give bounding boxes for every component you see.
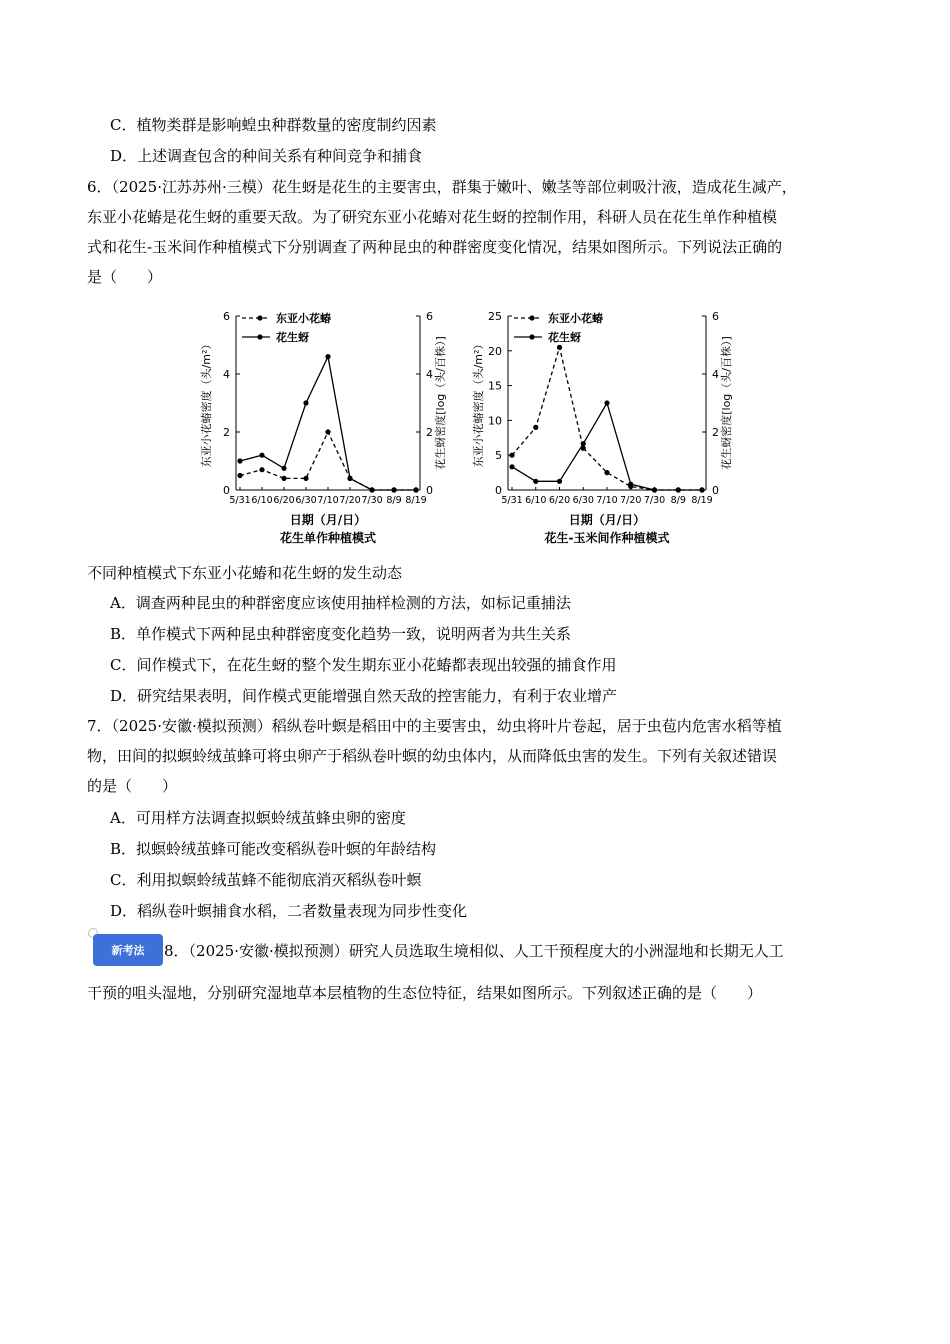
data-point: [557, 345, 562, 350]
left-tick-label: 0: [495, 484, 502, 497]
right-tick-label: 0: [712, 484, 719, 497]
x-tick-label: 7/20: [339, 495, 361, 506]
data-point: [533, 425, 538, 430]
x-tick-label: 6/20: [273, 495, 295, 506]
left-tick-label: 4: [223, 368, 230, 381]
series-line-aphid: [512, 403, 702, 490]
q6-option-d: D．研究结果表明，间作模式更能增强自然天敌的控害能力，有利于农业增产: [110, 687, 618, 705]
right-axis-label: 花生蚜密度[log（头/百株）]: [720, 336, 733, 470]
q6-stem-line-1: 6．（2025·江苏苏州·三模）花生蚜是花生的主要害虫，群集于嫩叶、嫩茎等部位刺吸汁液，造成花生减产，: [87, 178, 797, 196]
q7-stem-line-1: 7．（2025·安徽·模拟预测）稻纵卷叶螟是稻田中的主要害虫，幼虫将叶片卷起，居于虫苞内危害水稻等植: [87, 717, 782, 735]
x-axis-label: 日期（月/日）: [568, 513, 646, 527]
option-c-prev: C．植物类群是影响蝗虫种群数量的密度制约因素: [110, 116, 437, 134]
data-point: [581, 441, 586, 446]
left-tick-label: 2: [223, 426, 230, 439]
left-axis-label: 东亚小花蝽密度（头/m²）: [200, 338, 213, 468]
new-method-badge: 新考法: [93, 934, 163, 966]
data-point: [259, 467, 264, 472]
q6-stem-line-2: 东亚小花蝽是花生蚜的重要天敌。为了研究东亚小花蝽对花生蚜的控制作用，科研人员在花生单作种植模: [87, 208, 778, 226]
data-point: [557, 479, 562, 484]
left-tick-label: 6: [223, 310, 230, 323]
right-axis-label: 花生蚜密度[log（头/百株）]: [434, 336, 447, 470]
q7-option-d: D．稻纵卷叶螟捕食水稻，二者数量表现为同步性变化: [110, 902, 468, 920]
right-tick-label: 0: [426, 484, 433, 497]
right-tick-label: 6: [426, 310, 433, 323]
q8-stem-line-1: 8．（2025·安徽·模拟预测）研究人员选取生境相似、人工干预程度大的小洲湿地和长期无人工: [164, 942, 784, 960]
x-axis-label: 日期（月/日）: [289, 513, 367, 527]
data-point: [237, 458, 242, 463]
x-tick-label: 8/9: [386, 495, 402, 506]
chart-intercrop: [471, 310, 733, 545]
x-tick-label: 5/31: [501, 495, 523, 506]
x-tick-label: 8/19: [405, 495, 427, 506]
x-tick-label: 7/10: [317, 495, 339, 506]
x-tick-label: 7/30: [643, 495, 666, 506]
data-point: [281, 466, 286, 471]
data-point: [369, 487, 374, 492]
legend-label: 东亚小花蝽: [276, 312, 331, 325]
data-point: [628, 482, 633, 487]
data-point: [303, 476, 308, 481]
option-d-prev: D．上述调查包含的种间关系有种间竞争和捕食: [110, 147, 423, 165]
x-tick-label: 6/30: [295, 495, 317, 506]
x-tick-label: 6/30: [572, 495, 594, 506]
data-point: [237, 473, 242, 478]
data-point: [325, 354, 330, 359]
right-tick-label: 2: [426, 426, 433, 439]
legend-label: 东亚小花蝽: [548, 312, 603, 325]
data-point: [303, 400, 308, 405]
data-point: [509, 453, 514, 458]
data-point: [347, 476, 352, 481]
q8-stem-line-2: 干预的咀头湿地，分别研究湿地草本层植物的生态位特征，结果如图所示。下列叙述正确的是（ ）: [87, 984, 763, 1002]
data-point: [325, 429, 330, 434]
data-point: [604, 470, 609, 475]
data-point: [676, 487, 681, 492]
q6-stem-line-4: 是（ ）: [87, 268, 163, 286]
figure-caption: 不同种植模式下东亚小花蝽和花生蚜的发生动态: [87, 564, 403, 582]
legend-label: 花生蚜: [276, 331, 309, 344]
left-axis-label: 东亚小花蝽密度（头/m²）: [472, 338, 485, 468]
left-tick-label: 15: [488, 379, 502, 393]
left-tick-label: 10: [488, 414, 502, 428]
series-line-predator: [240, 432, 416, 490]
series-line-aphid: [240, 357, 416, 490]
data-point: [509, 464, 514, 469]
x-tick-label: 6/20: [548, 495, 571, 506]
left-tick-label: 0: [223, 484, 230, 497]
left-tick-label: 5: [495, 449, 502, 463]
data-point: [652, 487, 657, 492]
data-point: [281, 476, 286, 481]
left-tick-label: 20: [488, 344, 502, 358]
x-tick-label: 8/19: [691, 495, 713, 506]
chart-monoculture: [199, 310, 447, 545]
q6-stem-line-3: 式和花生-玉米间作种植模式下分别调查了两种昆虫的种群密度变化情况，结果如图所示。下列说法正确的: [87, 238, 783, 256]
x-tick-label: 6/10: [251, 495, 273, 506]
q6-option-c: C．间作模式下，在花生蚜的整个发生期东亚小花蝽都表现出较强的捕食作用: [110, 656, 617, 674]
left-tick-label: 25: [488, 310, 502, 323]
data-point: [413, 487, 418, 492]
legend-marker: [529, 334, 534, 339]
q7-option-b: B．拟螟蛉绒茧蜂可能改变稻纵卷叶螟的年龄结构: [110, 840, 437, 858]
right-tick-label: 2: [712, 426, 719, 439]
x-tick-label: 5/31: [229, 495, 251, 506]
data-point: [533, 479, 538, 484]
legend-marker: [529, 315, 534, 320]
legend-label: 花生蚜: [548, 331, 581, 344]
legend-marker: [257, 334, 262, 339]
data-point: [391, 487, 396, 492]
q6-figure: [0, 300, 950, 560]
chart-title: 花生单作种植模式: [279, 531, 377, 545]
q7-option-c: C．利用拟螟蛉绒茧蜂不能彻底消灭稻纵卷叶螟: [110, 871, 422, 889]
x-tick-label: 6/10: [525, 495, 547, 506]
right-tick-label: 6: [712, 310, 719, 323]
data-point: [259, 453, 264, 458]
legend-marker: [257, 315, 262, 320]
right-tick-label: 4: [426, 368, 433, 381]
series-line-predator: [512, 347, 702, 490]
x-tick-label: 7/30: [361, 495, 383, 506]
q6-option-a: A．调查两种昆虫的种群密度应该使用抽样检测的方法，如标记重捕法: [110, 594, 571, 612]
q7-stem-line-2: 物，田间的拟螟蛉绒茧蜂可将虫卵产于稻纵卷叶螟的幼虫体内，从而降低虫害的发生。下列有关叙述错误: [87, 747, 778, 765]
chart-title: 花生-玉米间作种植模式: [544, 531, 670, 545]
x-tick-label: 8/9: [670, 495, 686, 506]
q7-stem-line-3: 的是（ ）: [87, 777, 178, 795]
x-tick-label: 7/20: [620, 495, 642, 506]
data-point: [699, 487, 704, 492]
x-tick-label: 7/10: [596, 495, 618, 506]
data-point: [604, 400, 609, 405]
q6-option-b: B．单作模式下两种昆虫种群密度变化趋势一致，说明两者为共生关系: [110, 625, 572, 643]
right-tick-label: 4: [712, 368, 719, 381]
q7-option-a: A．可用样方法调查拟螟蛉绒茧蜂虫卵的密度: [110, 809, 406, 827]
